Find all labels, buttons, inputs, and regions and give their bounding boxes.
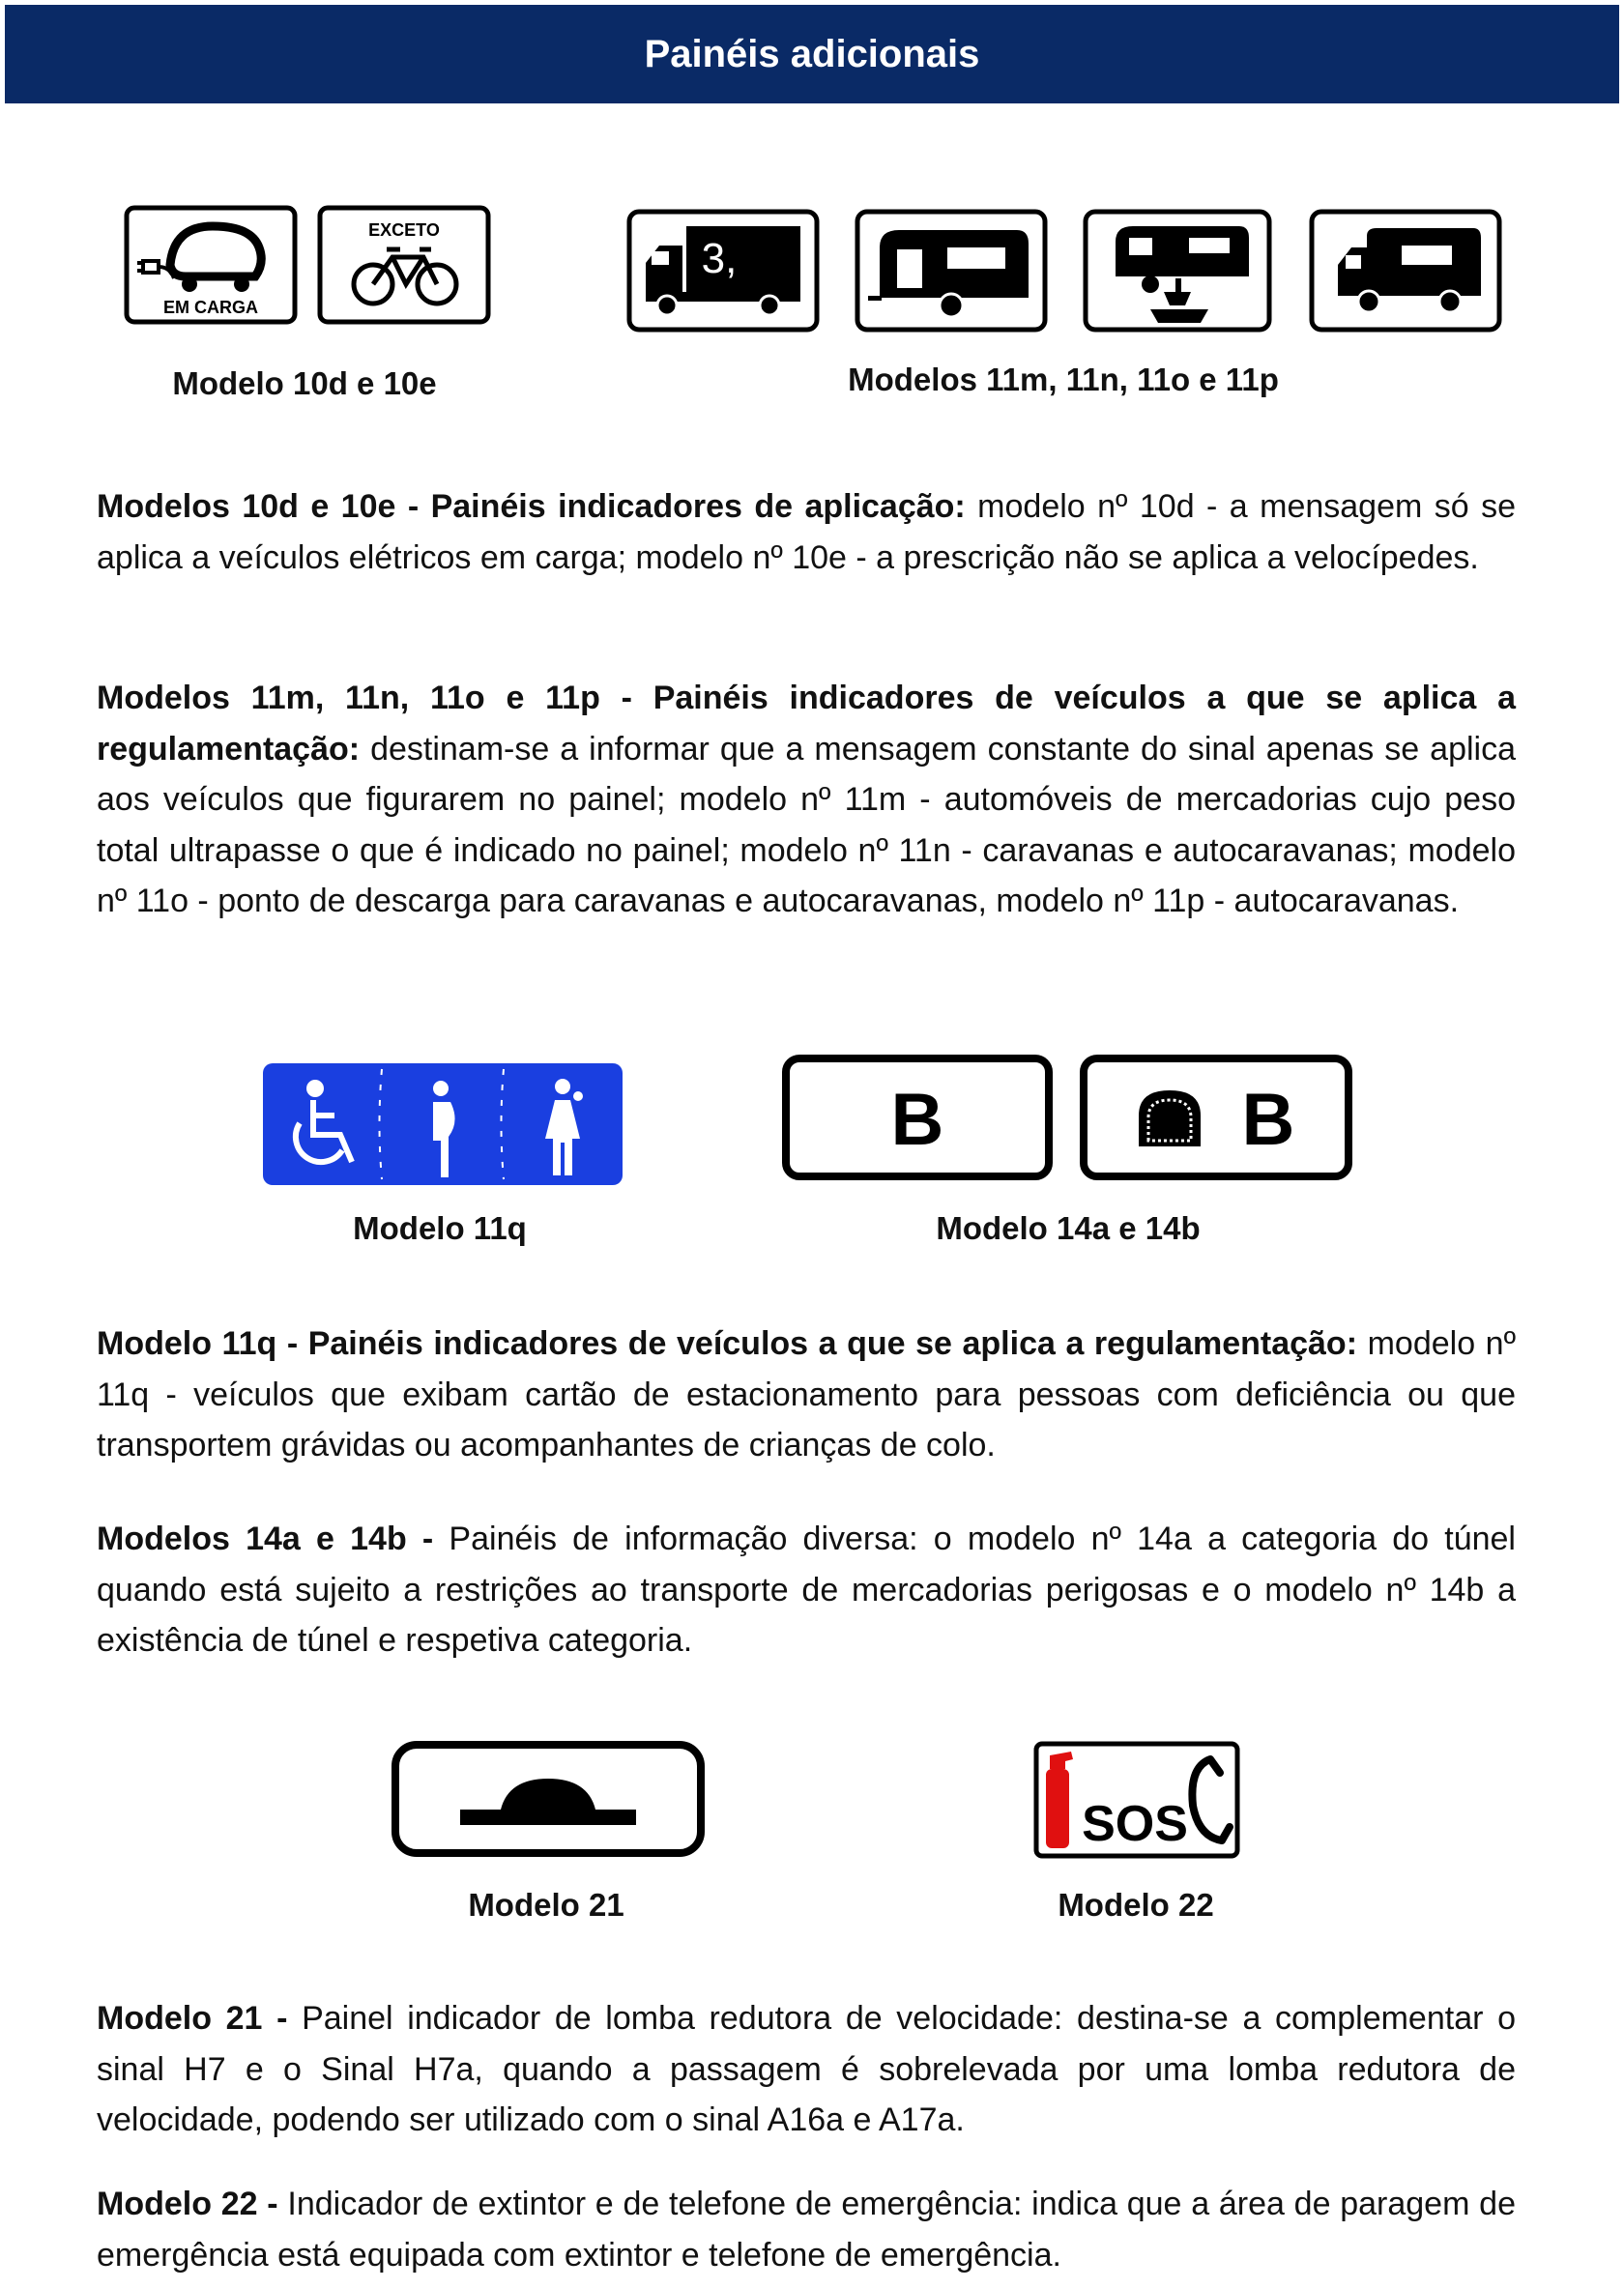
caption-14a-14b: Modelo 14a e 14b — [936, 1210, 1201, 1246]
sign-11o — [1083, 209, 1272, 333]
sign-14b-text: B — [1241, 1079, 1295, 1161]
sign-11q — [261, 1061, 624, 1187]
paragraph-11q-text: modelo nº 11q - veículos que exibam cartão de estacionamento para pessoas com deficiência ou que transportem grávidas ou acompanhantes de crianças de colo. — [97, 1325, 1517, 1463]
caption-11m-11p: Modelos 11m, 11n, 11o e 11p — [848, 362, 1279, 397]
paragraph-14a-14b — [97, 1514, 1516, 1666]
sign-10d — [124, 205, 298, 325]
paragraph-22 — [97, 2179, 1516, 2280]
paragraph-11m-11p-bold: Modelos 11m, 11n, 11o e 11p - Painéis indicadores de veículos a que se aplica a regulamentação: — [97, 680, 1516, 768]
paragraph-11q — [97, 1318, 1516, 1471]
paragraph-22-bold: Modelo 22 - — [97, 2186, 278, 2222]
paragraph-10d-10e — [97, 481, 1516, 583]
sign-10e-text: EXCETO — [368, 220, 440, 240]
caption-22: Modelo 22 — [1058, 1887, 1214, 1923]
sign-22-text: SOS — [1082, 1796, 1188, 1852]
paragraph-21-text: Painel indicador de lomba redutora de velocidade: destina-se a complementar o sinal H7 e o Sinal H7a, quando a passagem é sobrelevada por uma lomba redutora de velocidade, podendo ser utilizado com o sinal A16a e A17a. — [97, 2000, 1516, 2138]
sign-14a — [781, 1054, 1054, 1181]
sign-14a-text: B — [890, 1079, 944, 1161]
sign-11m-text: 3, — [701, 235, 738, 282]
caption-21: Modelo 21 — [468, 1887, 624, 1923]
paragraph-22-text: Indicador de extintor e de telefone de emergência: indica que a área de paragem de emergência está equipada com extintor e telefone de emergência. — [97, 2186, 1516, 2274]
sign-22 — [1032, 1740, 1241, 1860]
sign-11m — [626, 209, 820, 333]
paragraph-11m-11p-text: destinam-se a informar que a mensagem constante do sinal apenas se aplica aos veículos que figurarem no painel; modelo nº 11m - automóveis de mercadorias cujo peso total ultrapasse o que é indicado no painel; modelo nº 11n - caravanas e autocaravanas; modelo nº 11o - ponto de descarga para caravanas e autocaravanas, modelo nº 11p - autocaravanas. — [97, 730, 1516, 919]
caption-11q: Modelo 11q — [353, 1210, 527, 1246]
paragraph-21-bold: Modelo 21 - — [97, 2000, 288, 2037]
page-title: Painéis adicionais — [644, 32, 980, 75]
paragraph-10d-10e-text: modelo nº 10d - a mensagem só se aplica a veículos elétricos em carga; modelo nº 10e - a prescrição não se aplica a velocípedes. — [97, 488, 1516, 576]
sign-10d-text: EM CARGA — [163, 298, 258, 317]
paragraph-14a-14b-text: Painéis de informação diversa: o modelo nº 14a a categoria do túnel quando está sujeito a restrições ao transporte de mercadorias perigosas e o modelo nº 14b a existência de túnel e respetiva categoria. — [97, 1521, 1516, 1659]
paragraph-11m-11p — [97, 673, 1516, 927]
sign-14b — [1079, 1054, 1353, 1181]
header-banner — [5, 5, 1619, 103]
sign-21 — [391, 1740, 706, 1858]
paragraph-14a-14b-bold: Modelos 14a e 14b - — [97, 1521, 434, 1557]
tunnel-icon — [1139, 1090, 1201, 1146]
sign-10e — [317, 205, 491, 325]
sign-11n — [855, 209, 1048, 333]
paragraph-11q-bold: Modelo 11q - Painéis indicadores de veículos a que se aplica a regulamentação: — [97, 1325, 1358, 1362]
paragraph-10d-10e-bold: Modelos 10d e 10e - Painéis indicadores de aplicação: — [97, 488, 966, 525]
paragraph-21 — [97, 1993, 1516, 2146]
caption-10d-10e: Modelo 10d e 10e — [172, 365, 437, 401]
sign-11p — [1309, 209, 1502, 333]
